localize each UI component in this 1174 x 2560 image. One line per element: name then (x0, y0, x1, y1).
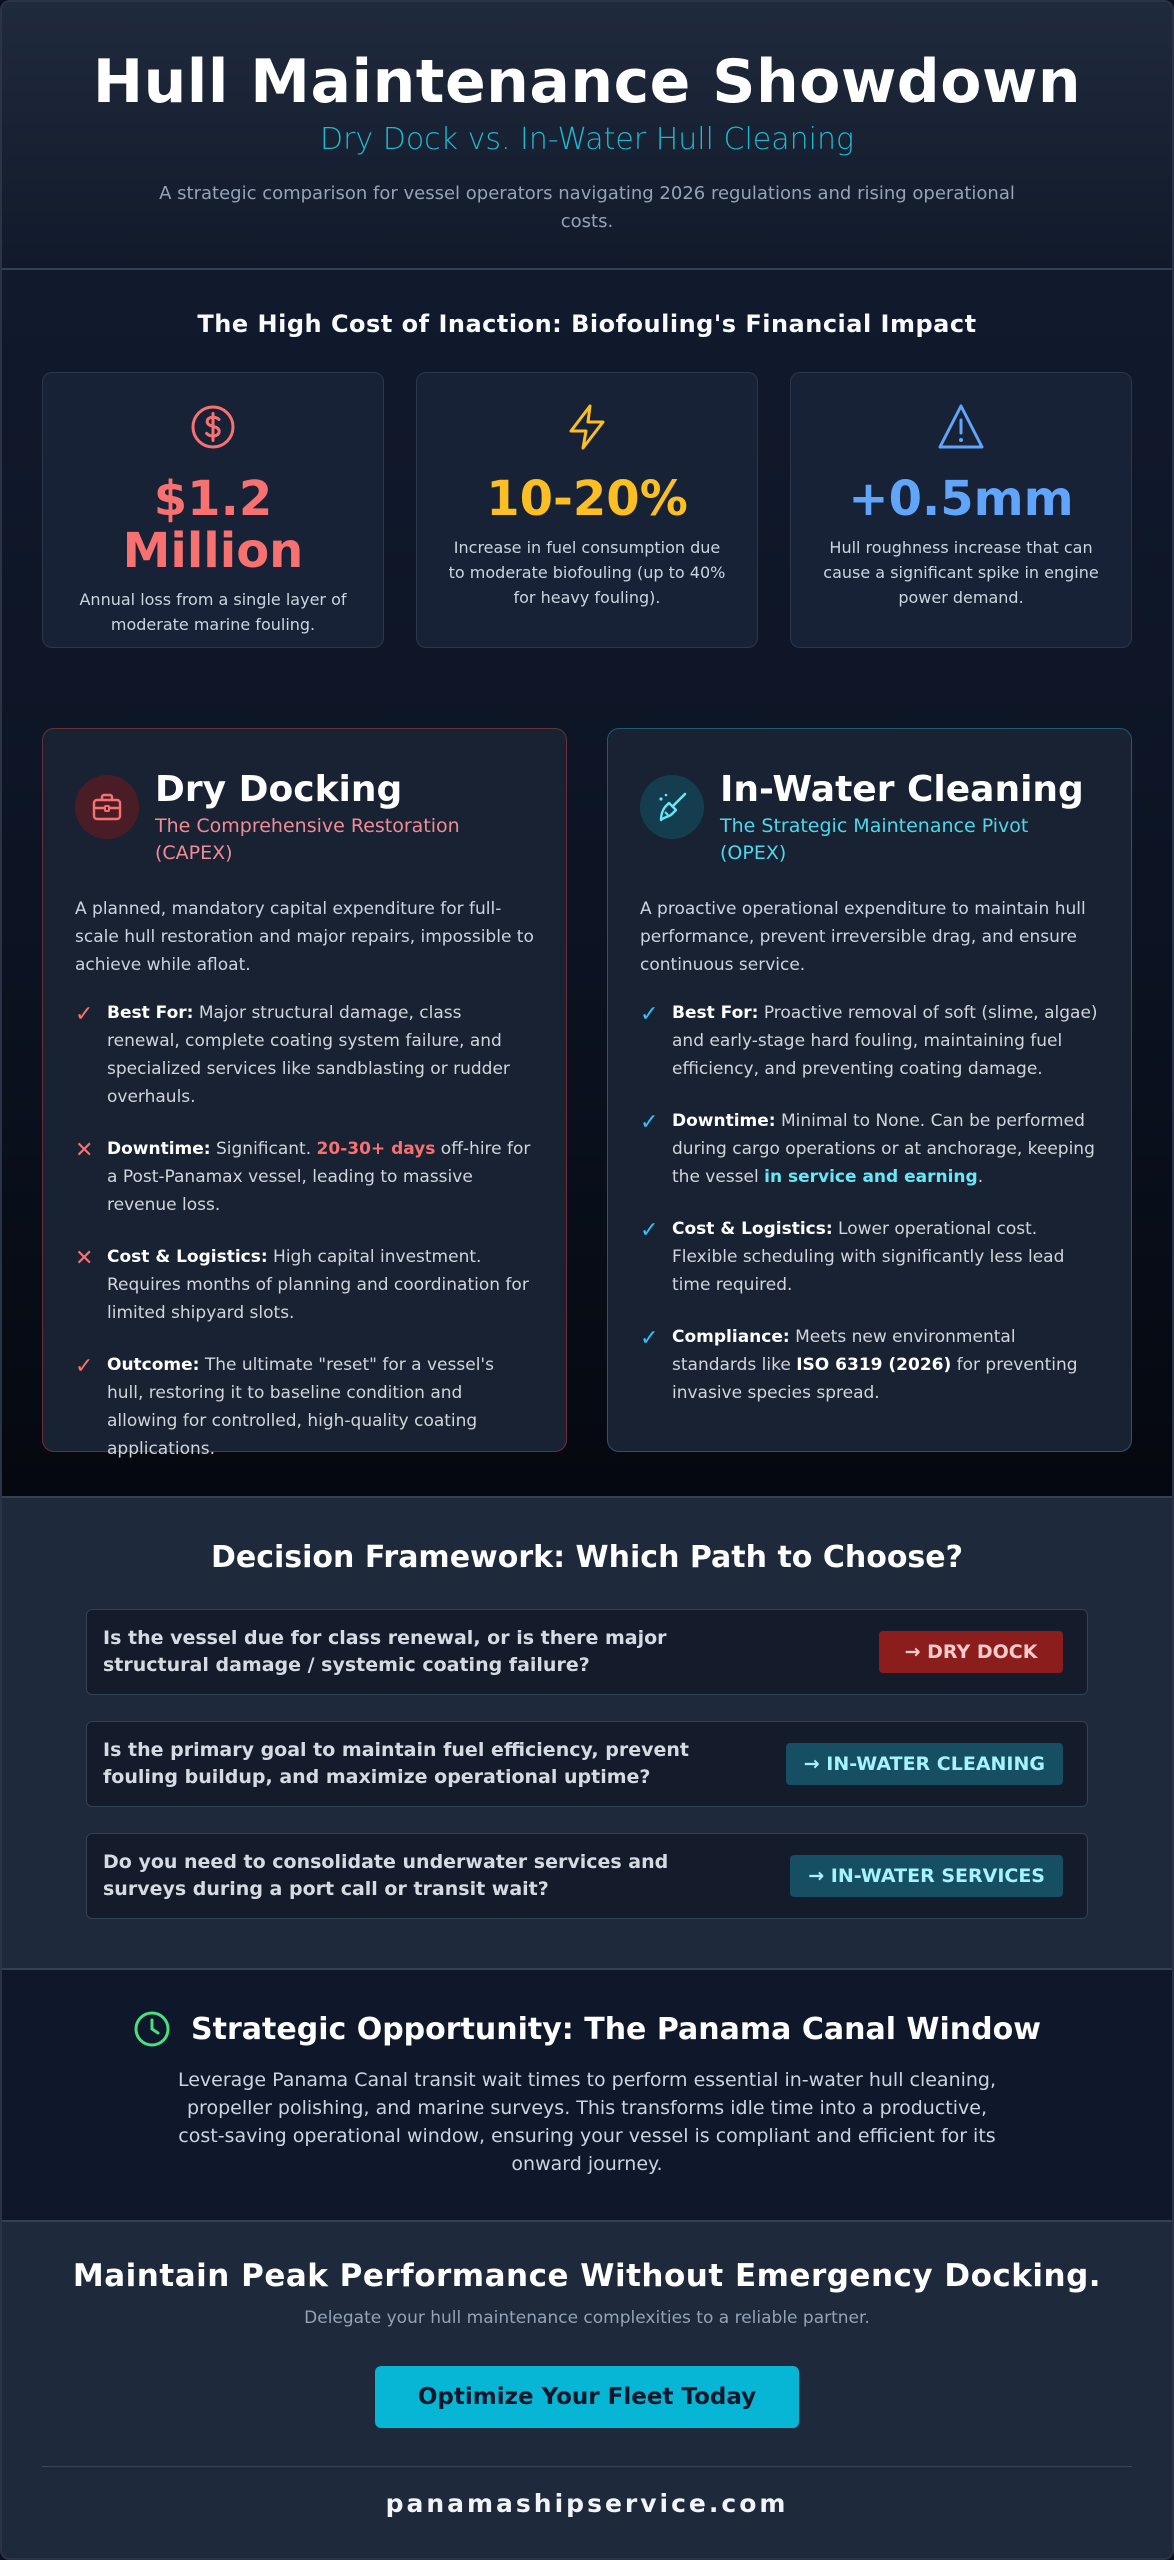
item-text: Proactive removal of soft (slime, algae) and early-stage hard fouling, maintaining fuel efficiency, and preventing coating damage. (672, 1003, 1098, 1079)
card-intro: A planned, mandatory capital expenditure for full-scale hull restoration and major repairs, impossible to achieve while afloat. (75, 899, 534, 975)
decision-answer-dry-dock: → DRY DOCK (879, 1631, 1063, 1673)
item-label: Downtime: (107, 1139, 211, 1159)
item-text: High capital investment. Requires months of planning and coordination for limited shipyard slots. (107, 1247, 529, 1323)
stats-row (2, 372, 1172, 648)
item-text: Significant. (210, 1139, 317, 1159)
item-text: Lower operational cost. Flexible scheduling with significantly less lead time required. (672, 1219, 1065, 1295)
check-icon: ✓ (75, 1002, 94, 1027)
item-label: Best For: (672, 1003, 759, 1023)
item-text: off-hire for a Post-Panamax vessel, leading to massive revenue loss. (107, 1139, 531, 1215)
stat-label: Increase in fuel consumption due to moderate biofouling (up to 40% for heavy fouling). (448, 538, 726, 607)
card-intro: A proactive operational expenditure to maintain hull performance, prevent irreversible drag, and ensure continuous service. (640, 899, 1086, 975)
item-label: Compliance: (672, 1327, 790, 1347)
item-highlight: 20-30+ days (316, 1139, 436, 1159)
page-title: Hull Maintenance Showdown (92, 47, 1082, 117)
item-highlight: ISO 6319 (2026) (796, 1355, 952, 1375)
stat-card-annual-loss (42, 372, 384, 648)
website-link[interactable]: panamashipservice.com (385, 2489, 789, 2518)
stat-value (43, 473, 383, 577)
item-text: Major structural damage, class renewal, complete coating system failure, and specialized services like sandblasting or rudder overhauls. (107, 1003, 510, 1107)
check-icon: ✓ (75, 1354, 94, 1379)
list-item (640, 1215, 1099, 1299)
in-water-cleaning-card (607, 728, 1132, 1452)
card-items (75, 999, 534, 1463)
stat-label: Annual loss from a single layer of moderate marine fouling. (79, 590, 347, 634)
lightning-icon (561, 401, 613, 453)
list-item (640, 999, 1099, 1083)
stat-card-fuel-consumption (416, 372, 758, 648)
cross-icon: ✕ (75, 1138, 94, 1163)
decision-question: Is the primary goal to maintain fuel efficiency, prevent fouling buildup, and maximize operational uptime? (103, 1739, 689, 1788)
card-tagline: The Comprehensive Restoration (CAPEX) (155, 815, 460, 864)
item-label: Cost & Logistics: (107, 1247, 268, 1267)
list-item (75, 1243, 534, 1327)
dry-docking-card (42, 728, 567, 1459)
optimize-fleet-button[interactable]: Optimize Your Fleet Today (375, 2366, 799, 2428)
card-items (640, 999, 1099, 1407)
decision-answer-in-water-cleaning: → IN-WATER CLEANING (786, 1743, 1063, 1785)
comparison-section (2, 270, 1172, 1496)
decision-title: Decision Framework: Which Path to Choose? (210, 1540, 964, 1575)
toolbox-icon (75, 775, 139, 839)
item-text: The ultimate "reset" for a vessel's hull, restoring it to baseline condition and allowing for controlled, high-quality coating applications. (107, 1355, 494, 1459)
opportunity-header (2, 2010, 1172, 2048)
card-header (640, 769, 1099, 867)
divider (42, 2466, 1132, 2467)
card-header (75, 769, 534, 867)
check-icon: ✓ (640, 1326, 659, 1351)
decision-question: Do you need to consolidate underwater services and surveys during a port call or transit wait? (103, 1851, 669, 1900)
list-item (640, 1323, 1099, 1407)
item-text: for preventing invasive species spread. (672, 1355, 1078, 1403)
decision-row (86, 1721, 1088, 1807)
stat-value: 10-20% (486, 471, 688, 527)
header (2, 2, 1172, 270)
cross-icon: ✕ (75, 1246, 94, 1271)
item-label: Outcome: (107, 1355, 200, 1375)
card-tagline: The Strategic Maintenance Pivot (OPEX) (720, 815, 1029, 864)
list-item (75, 1351, 534, 1463)
page-description: A strategic comparison for vessel operators navigating 2026 regulations and rising operational costs. (159, 183, 1015, 232)
stat-value: +0.5mm (848, 471, 1074, 527)
opportunity-section (2, 1968, 1172, 2220)
card-title: Dry Docking (155, 769, 403, 810)
check-icon: ✓ (640, 1002, 659, 1027)
call-to-action (2, 2220, 1172, 2560)
stat-label: Hull roughness increase that can cause a significant spike in engine power demand. (823, 538, 1099, 607)
cta-title: Maintain Peak Performance Without Emergency Docking. (72, 2258, 1102, 2294)
stat-value-line1: $1.2 (153, 471, 273, 527)
opportunity-title: Strategic Opportunity: The Panama Canal Window (191, 2011, 1041, 2047)
warning-icon (935, 401, 987, 453)
item-highlight: in service and earning (764, 1167, 978, 1187)
list-item (75, 1135, 534, 1219)
item-label: Downtime: (672, 1111, 776, 1131)
opportunity-text: Leverage Panama Canal transit wait times to perform essential in-water hull cleaning, propeller polishing, and marine surveys. This transforms idle time into a productive, cost-saving operational window, ensuring your vessel is compliant and efficient for its onward journey. (177, 2069, 997, 2175)
cta-subtitle: Delegate your hull maintenance complexities to a reliable partner. (304, 2308, 870, 2328)
item-text: Meets new environmental standards like (672, 1327, 1016, 1375)
stat-value-line2: Million (122, 523, 304, 579)
cleaning-brush-icon (640, 775, 704, 839)
check-icon: ✓ (640, 1218, 659, 1243)
item-label: Best For: (107, 1003, 194, 1023)
comparison-cards (2, 728, 1172, 1459)
decision-answer-in-water-services: → IN-WATER SERVICES (790, 1855, 1063, 1897)
decision-row (86, 1833, 1088, 1919)
decision-framework (2, 1496, 1172, 1968)
dollar-icon (187, 401, 239, 453)
decision-question: Is the vessel due for class renewal, or is there major structural damage / systemic coating failure? (103, 1627, 667, 1676)
item-text: . (977, 1167, 984, 1187)
check-icon: ✓ (640, 1110, 659, 1135)
cost-section-title: The High Cost of Inaction: Biofouling's Financial Impact (197, 310, 977, 338)
list-item (640, 1107, 1099, 1191)
page-subtitle: Dry Dock vs. In-Water Hull Cleaning (320, 122, 854, 157)
card-title: In-Water Cleaning (720, 769, 1084, 810)
decision-row (86, 1609, 1088, 1695)
stat-card-hull-roughness (790, 372, 1132, 648)
item-text: Minimal to None. Can be performed during cargo operations or at anchorage, keeping the vessel (672, 1111, 1095, 1187)
list-item (75, 999, 534, 1111)
item-label: Cost & Logistics: (672, 1219, 833, 1239)
clock-icon (133, 2010, 171, 2048)
